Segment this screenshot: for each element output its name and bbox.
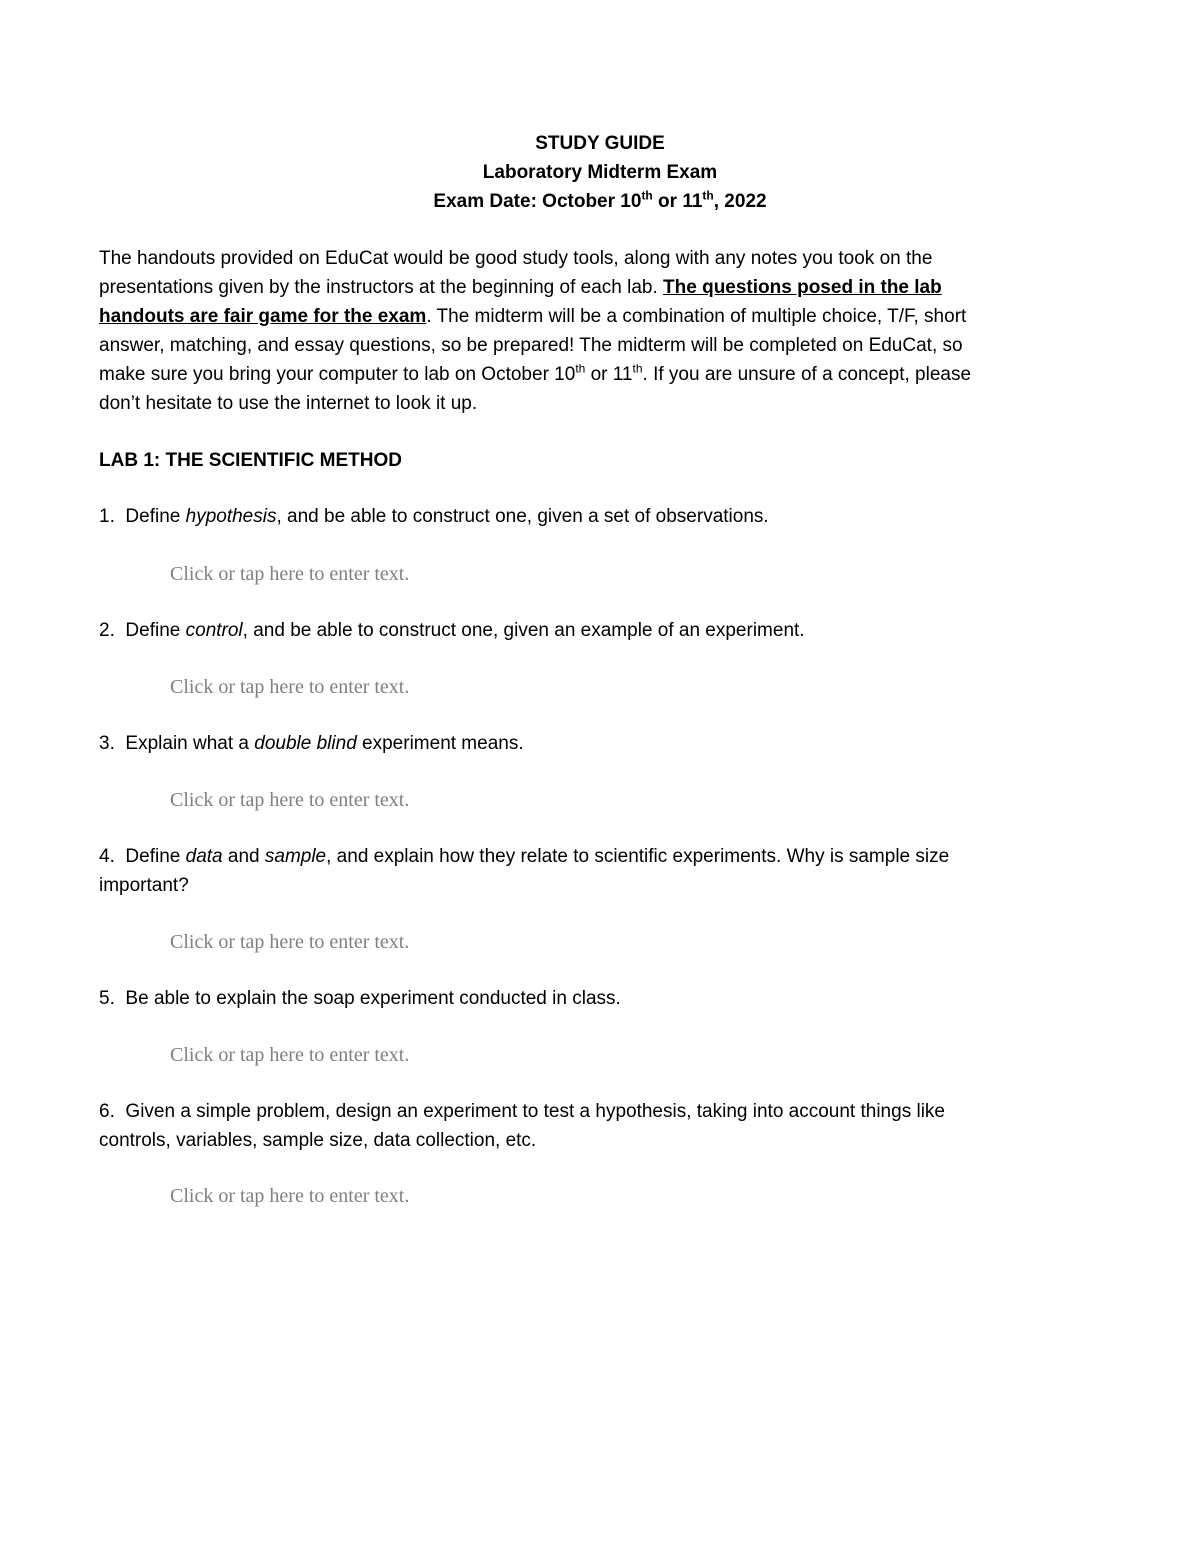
intro-text: presentations given by the instructors at the beginning of each lab. <box>99 277 664 298</box>
intro-emphasis: handouts are fair game for the exam <box>99 306 427 327</box>
exam-date-ordinal-1: th <box>641 188 653 203</box>
intro-line <box>99 302 1109 331</box>
intro-ordinal: th <box>632 361 643 376</box>
intro-text: . The midterm will be a combination of multiple choice, T/F, short <box>426 306 967 327</box>
answer-field-1[interactable]: Click or tap here to enter text. <box>170 563 410 585</box>
exam-date-suffix: , 2022 <box>713 191 767 212</box>
question-text-part: Explain what a <box>125 733 255 754</box>
question-text <box>99 984 1109 1013</box>
intro-paragraph <box>99 244 1109 418</box>
exam-date-ordinal-2: th <box>702 188 714 203</box>
question-number: 1. <box>99 506 115 527</box>
answer-field-5[interactable]: Click or tap here to enter text. <box>170 1044 410 1066</box>
intro-emphasis: The questions posed in the lab <box>663 277 942 298</box>
question-text <box>99 729 1109 758</box>
question-text <box>99 502 1109 531</box>
question-text-part: , and be able to construct one, given a set of observations. <box>276 506 769 527</box>
question-term: data <box>185 846 223 867</box>
question-text-part: experiment means. <box>356 733 524 754</box>
document-subtitle: Laboratory Midterm Exam <box>482 162 718 183</box>
answer-field-3[interactable]: Click or tap here to enter text. <box>170 789 410 811</box>
question-term: hypothesis <box>185 506 277 527</box>
question-5 <box>99 984 1109 1013</box>
question-term: sample <box>264 846 327 867</box>
question-3 <box>99 729 1109 758</box>
question-term: control <box>185 620 243 641</box>
question-text-part: , and be able to construct one, given an example of an experiment. <box>242 620 805 641</box>
question-4 <box>99 842 1109 900</box>
question-number: 6. <box>99 1101 115 1122</box>
intro-line <box>99 273 1109 302</box>
question-text-part: and <box>222 846 265 867</box>
question-1 <box>99 502 1109 531</box>
question-2 <box>99 616 1109 645</box>
answer-field-2[interactable]: Click or tap here to enter text. <box>170 676 410 698</box>
exam-date-prefix: Exam Date: October 10 <box>433 191 642 212</box>
question-text-part: Define <box>125 506 186 527</box>
question-text <box>99 1097 1109 1126</box>
question-text-continued: important? <box>99 875 189 896</box>
section-heading: LAB 1: THE SCIENTIFIC METHOD <box>99 450 402 471</box>
question-number: 2. <box>99 620 115 641</box>
intro-line: don’t hesitate to use the internet to look it up. <box>99 393 478 414</box>
question-number: 4. <box>99 846 115 867</box>
question-text-part: Given a simple problem, design an experiment to test a hypothesis, taking into account things like <box>125 1101 945 1122</box>
intro-line: answer, matching, and essay questions, so be prepared! The midterm will be completed on EduCat, so <box>99 335 963 356</box>
question-number: 3. <box>99 733 115 754</box>
question-text-continued: controls, variables, sample size, data collection, etc. <box>99 1130 537 1151</box>
question-number: 5. <box>99 988 115 1009</box>
intro-ordinal: th <box>575 361 586 376</box>
exam-date <box>0 187 1200 216</box>
intro-text: . If you are unsure of a concept, please <box>642 364 972 385</box>
document-title: STUDY GUIDE <box>535 133 665 154</box>
document-header <box>0 129 1200 216</box>
intro-line: The handouts provided on EduCat would be good study tools, along with any notes you took on the <box>99 248 933 269</box>
question-text-part: Define <box>125 620 186 641</box>
question-text <box>99 616 1109 645</box>
question-term: double blind <box>254 733 357 754</box>
answer-field-6[interactable]: Click or tap here to enter text. <box>170 1185 410 1207</box>
question-6 <box>99 1097 1109 1155</box>
answer-field-4[interactable]: Click or tap here to enter text. <box>170 931 410 953</box>
question-text-part: , and explain how they relate to scientific experiments. Why is sample size <box>326 846 950 867</box>
question-text-part: Be able to explain the soap experiment conducted in class. <box>125 988 621 1009</box>
exam-date-mid: or 11 <box>652 191 703 212</box>
intro-text: or 11 <box>585 364 633 385</box>
intro-line <box>99 360 1109 389</box>
question-text <box>99 842 1109 871</box>
question-text-part: Define <box>125 846 186 867</box>
intro-text: make sure you bring your computer to lab on October 10 <box>99 364 576 385</box>
